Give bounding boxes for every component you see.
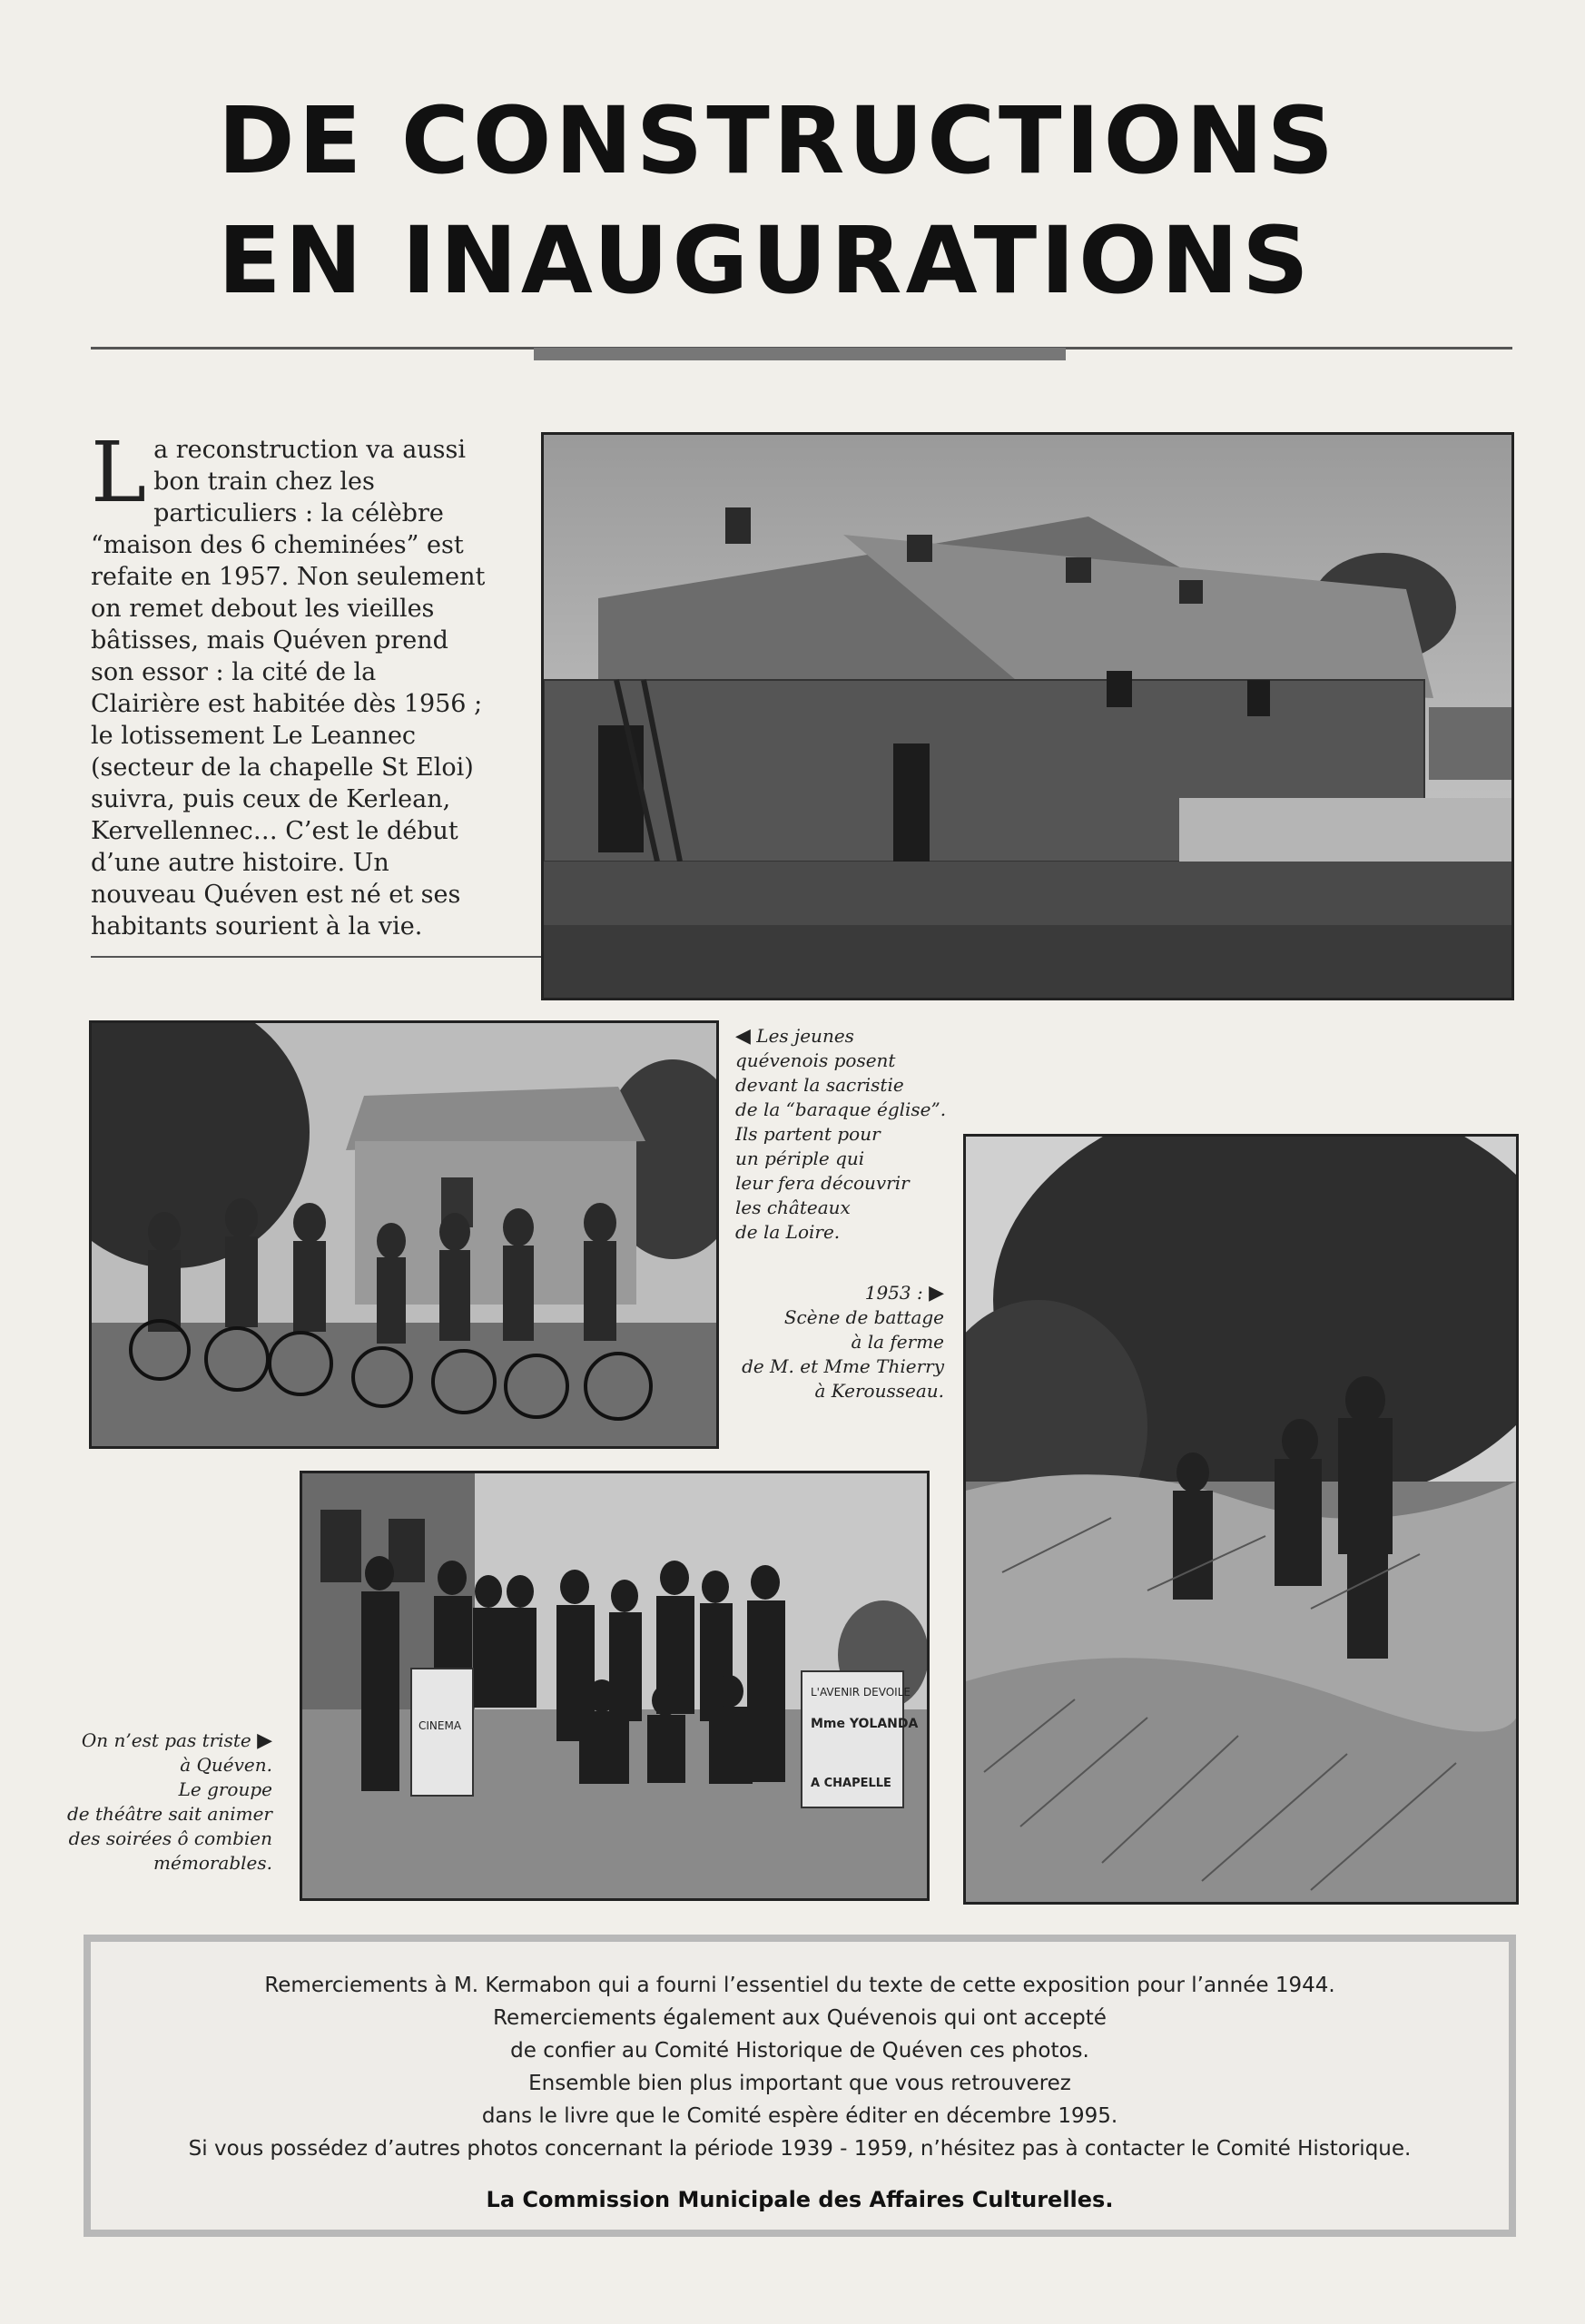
sign-avenir: L'AVENIR DEVOILE [811, 1686, 911, 1699]
title-line-1: DE CONSTRUCTIONS [218, 87, 1338, 195]
photo-young-cyclists [89, 1020, 719, 1449]
signature: La Commission Municipale des Affaires Culturelles. [486, 2187, 1114, 2212]
sign-cinema: CINEMA [418, 1719, 462, 1732]
thanks-line: Si vous possédez d’autres photos concernant la période 1939 - 1959, n’hésitez pas à contacter le Comité Historique. [188, 2137, 1412, 2161]
page-title [218, 82, 1398, 321]
sign-yolanda: Mme YOLANDA [811, 1717, 919, 1731]
photo-house-reconstruction [541, 432, 1514, 1000]
acknowledgements-text [91, 1969, 1509, 2165]
caption-young-cyclists: ◀ Les jeunes quévenois posent devant la sacristie de la “baraque église”. Ils partent pour un périple qui leur fera découvrir les châteaux de la Loire. [735, 1025, 947, 1243]
thanks-line: dans le livre que le Comité espère éditer en décembre 1995. [481, 2104, 1118, 2128]
drop-cap: L [91, 424, 147, 521]
thanks-line: Ensemble bien plus important que vous retrouverez [528, 2072, 1071, 2095]
acknowledgements-box [84, 1935, 1516, 2237]
title-line-2: EN INAUGURATIONS [218, 207, 1313, 315]
photo-threshing-scene [963, 1134, 1519, 1905]
arrow-left-icon: ◀ [735, 1025, 751, 1048]
title-rule-accent [534, 348, 1066, 360]
caption-threshing: 1953 : ▶ Scène de battage à la ferme de M. et Mme Thierry à Kerousseau. [742, 1282, 944, 1402]
intro-rule [91, 956, 543, 958]
photo-theatre-group [300, 1471, 930, 1901]
thanks-line: Remerciements également aux Quévenois qui ont accepté [493, 2006, 1107, 2030]
arrow-right-icon: ▶ [257, 1729, 272, 1752]
intro-paragraph [91, 424, 490, 942]
thanks-line: de confier au Comité Historique de Quéven ces photos. [510, 2039, 1089, 2063]
sign-chapelle: A CHAPELLE [811, 1777, 891, 1790]
arrow-right-icon: ▶ [929, 1282, 944, 1305]
thanks-line: Remerciements à M. Kermabon qui a fourni l’essentiel du texte de cette exposition pour l’année 1944. [264, 1974, 1335, 1997]
intro-text: a reconstruction va aussi bon train chez les particuliers : la célèbre “maison des 6 cheminées” est refaite en 1957. Non seulement on remet debout les vieilles bâtisses, mais Quéven prend son essor : la cité de la Clairière est habitée dès 1956 ; le lotissement Le Leannec (secteur de la chapelle St Eloi) suivra, puis ceux de Kerlean, Kervellennec… C’est le début d’une autre histoire. Un nouveau Quéven est né et ses habitants sourient à la vie. [91, 436, 486, 940]
caption-theatre: On n’est pas triste ▶ à Quéven. Le groupe de théâtre sait animer des soirées ô combien mémorables. [66, 1729, 272, 1874]
